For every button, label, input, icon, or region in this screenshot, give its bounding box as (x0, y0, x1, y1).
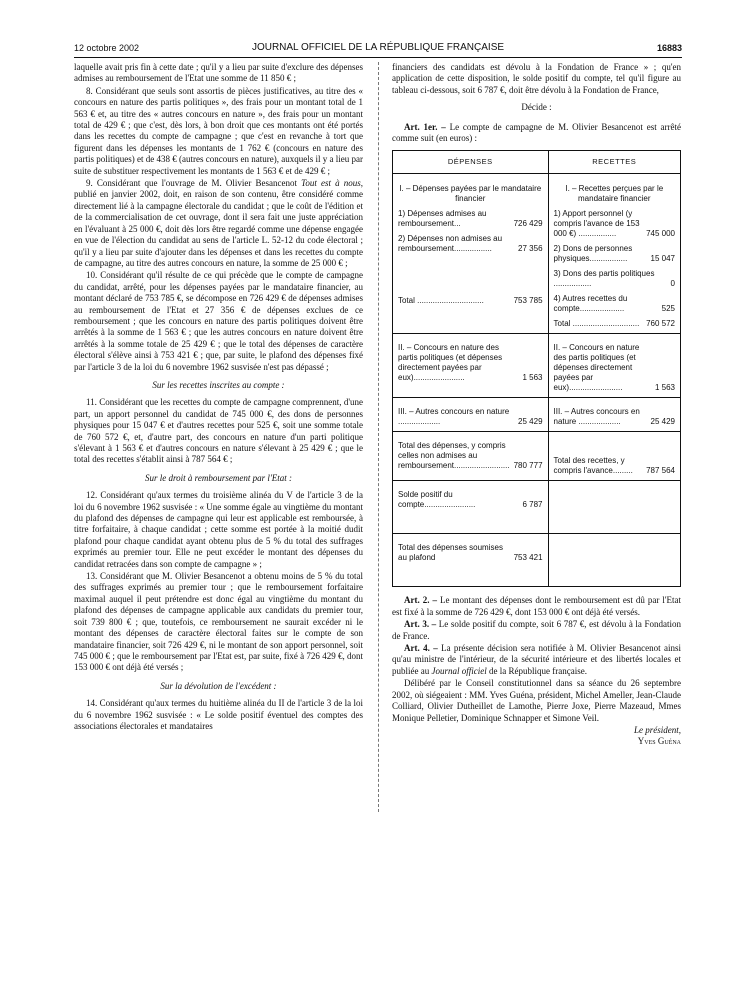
paragraph-7-end: laquelle avait pris fin à cette date ; qu'il y a lieu par suite d'exclure des dépenses admises au remboursement de l'Etat une somme de 11 850 € ; (74, 62, 363, 84)
empty-cell (548, 534, 680, 587)
depenses-section-2 (393, 334, 549, 398)
row-label: Solde positif du compte....................... (398, 490, 476, 510)
paragraph-12: 12. Considérant qu'aux termes du troisième alinéa du V de l'article 3 de la loi du 6 novembre 1962 susvisée : « Une somme égale au vingtième du montant du plafond des dépenses de campagne qui leur est applicable est remboursée, à titre forfaitaire, à chaque candidat ; cette somme est portée à la moitié dudit plafond pour chaque candidat ayant obtenu plus de 5 % du total des suffrages exprimés au premier tour. Elle ne peut excéder le montant des dépenses du candidat retracées dans son compte de campagne » ; (74, 490, 363, 569)
section-heading-recettes: Sur les recettes inscrites au compte : (152, 379, 285, 390)
article-1-text: Le compte de campagne de M. Olivier Besancenot est arrêté comme suit (en euros) : (392, 121, 682, 144)
depenses-section-1 (393, 174, 549, 334)
column-divider (378, 62, 379, 812)
article-1 (392, 122, 681, 145)
row-value: 760 572 (646, 319, 675, 329)
table-row (554, 343, 675, 393)
row-value: 6 787 (522, 500, 543, 510)
row-label: Total .............................. (398, 296, 484, 306)
left-column (74, 62, 363, 733)
row-value: 27 356 (518, 244, 543, 254)
row-value: 25 429 (650, 417, 675, 427)
row-value: 525 (661, 304, 675, 314)
row-value: 0 (670, 279, 675, 289)
row-value: 25 429 (518, 417, 543, 427)
row-value: 1 563 (522, 373, 543, 383)
row-value: 753 785 (513, 296, 543, 306)
table-row (398, 543, 543, 563)
empty-cell (548, 481, 680, 534)
row-value: 780 777 (513, 461, 543, 471)
depenses-category-1: I. – Dépenses payées par le mandataire financier (399, 184, 542, 204)
row-value: 745 000 (646, 229, 675, 239)
journal-officiel-italic: Journal officiel (431, 665, 487, 676)
article-4-label: Art. 4. – (404, 643, 438, 654)
row-value: 787 564 (646, 466, 675, 476)
paragraph-8: 8. Considérant que seuls sont assortis de pièces justificatives, au titre des « concours en nature des partis politiques », des frais pour un montant total de 1 563 € et, au titre des « autres concours en nature », des frais pour un montant total de 429 € ; que c'est, dès lors, à bon droit que ces montants ont été portés dans les recettes du compte de campagne ; que c'est en revanche à tort que figurent dans les dépenses les montants de 1 762 € (concours en nature des partis politiques) et de 438 € (autres concours en nature), auxquels il y a lieu par suite de substituer respectivement les montants de 1 563 € et de 429 € ; (74, 85, 363, 176)
table-row (398, 441, 543, 471)
signature-name: Yves Guéna (637, 736, 681, 747)
table-row (398, 343, 543, 383)
signature-block (392, 725, 681, 748)
row-value: 753 421 (513, 553, 543, 563)
table-row (398, 209, 543, 229)
article-3-label: Art. 3. – (404, 619, 437, 630)
table-row (554, 269, 675, 289)
paragraph-14-end: financiers des candidats est dévolu à la Fondation de France » ; qu'en application de cette disposition, le solde positif du compte, tel qu'il figure au tableau ci-dessous, soit 6 787 €, doit être dévolu à la Fondation de France, (392, 62, 681, 95)
row-label: 2) Dépenses non admises au remboursement................. (398, 234, 503, 254)
paragraph-14: 14. Considérant qu'aux termes du huitième alinéa du II de l'article 3 de la loi du 6 novembre 1962 susvisée : « Le solde positif éventuel des comptes des associations électorales et mandataires (74, 698, 363, 731)
table-row (554, 456, 675, 476)
table-row (554, 294, 675, 314)
article-2-label: Art. 2. – (404, 595, 437, 606)
depenses-header: DÉPENSES (393, 151, 549, 174)
solde-cell (393, 481, 549, 534)
section-heading-excedent: Sur la dévolution de l'excédent : (160, 680, 277, 691)
campaign-account-table (392, 150, 681, 587)
paragraph-9-start: 9. Considérant que l'ouvrage de M. Olivier Besancenot (86, 178, 302, 189)
row-label: 3) Dons des partis politiques ................. (553, 269, 655, 289)
header-title: JOURNAL OFFICIEL DE LA RÉPUBLIQUE FRANÇAISE (251, 42, 505, 53)
row-label: 1) Dépenses admises au remboursement... (398, 209, 487, 229)
header-rule (74, 57, 682, 58)
article-3 (392, 619, 681, 642)
row-label: II. – Concours en nature des partis politiques (et dépenses directement payées par eux)....................... (398, 343, 503, 383)
article-4-text-end: de la République française. (486, 665, 587, 676)
row-label: III. – Autres concours en nature ................... (553, 407, 640, 427)
row-label: 4) Autres recettes du compte.................... (553, 294, 628, 314)
recettes-total-all (548, 432, 680, 481)
row-value: 726 429 (513, 219, 543, 229)
table-row (398, 407, 543, 427)
recettes-header: RECETTES (548, 151, 680, 174)
depenses-section-3 (393, 398, 549, 432)
right-column (392, 62, 681, 748)
row-label: 2) Dons de personnes physiques................. (553, 244, 633, 264)
table-row (554, 319, 675, 329)
table-row (554, 407, 675, 427)
table-row (398, 296, 543, 306)
recettes-section-2 (548, 334, 680, 398)
row-label: Total des dépenses, y compris celles non admises au remboursement......................... (398, 441, 510, 471)
row-label: III. – Autres concours en nature ................... (398, 407, 510, 427)
row-label: 1) Apport personnel (y compris l'avance de 153 000 €) ................. (553, 209, 640, 239)
page-number: 16883 (656, 43, 682, 53)
section-heading-remboursement: Sur le droit à remboursement par l'Etat : (145, 472, 292, 483)
article-2 (392, 595, 681, 618)
table-row (398, 490, 543, 510)
recettes-section-1 (548, 174, 680, 334)
row-label: Total des dépenses soumises au plafond (398, 543, 503, 563)
article-2-text: Le montant des dépenses dont le remboursement est dû par l'Etat est fixé à la somme de 726 429 €, dont 153 000 € ont déjà été versés. (392, 595, 681, 617)
article-1-label: Art. 1er. – (404, 121, 446, 132)
article-3-text: Le solde positif du compte, soit 6 787 €, est dévolu à la Fondation de France. (392, 619, 681, 641)
header-date: 12 octobre 2002 (74, 43, 140, 53)
signature-role: Le président, (634, 724, 681, 735)
article-4 (392, 643, 681, 677)
depenses-total-all (393, 432, 549, 481)
plafond-cell (393, 534, 549, 587)
article-4-text: La présente décision sera notifiée à M. Olivier Besancenot ainsi qu'au ministre de l'intérieur, de la sécurité intérieure et des libertés locales et publiée au (392, 643, 681, 676)
paragraph-10: 10. Considérant qu'il résulte de ce qui précède que le compte de campagne du candidat, arrêté, pour les dépenses payées par le mandataire financier, au montant déclaré de 753 785 €, se décompose en 726 429 € de dépenses admises au remboursement de l'Etat et 27 356 € de dépenses exclues de ce remboursement ; que les concours en nature des partis politiques doivent être arrêtés à la somme de 1 563 € ; que les autres concours en nature doivent être arrêtés à la somme totale de 25 429 € ; que le total des dépenses de caractère électoral s'élève ainsi à 753 421 € ; que, par suite, le plafond des dépenses fixé par l'article 3 de la loi du 6 novembre 1962 susvisée n'est pas dépassé ; (74, 270, 363, 372)
page-header (74, 40, 682, 56)
paragraph-11: 11. Considérant que les recettes du compte de campagne comprennent, d'une part, un apport personnel du candidat de 745 000 €, des dons de personnes physiques pour 15 047 € et d'autres recettes pour 525 €, soit une somme totale de 760 572 €, et, d'autre part, des concours en nature d'un parti politique s'élevant à 1 563 € et d'autres concours en nature s'élevant à 25 429 € ; que le total des recettes s'établit ainsi à 787 564 € ; (74, 397, 363, 465)
row-label: Total des recettes, y compris l'avance......... (553, 456, 633, 476)
row-value: 15 047 (650, 254, 675, 264)
recettes-category-1: I. – Recettes perçues par le mandataire financier (565, 184, 664, 204)
paragraph-13: 13. Considérant que M. Olivier Besancenot a obtenu moins de 5 % du total des suffrages exprimés au premier tour ; que le remboursement forfaitaire maximal auquel il peut prétendre est donc égal au vingtième du montant du plafond des dépenses de campagne applicable aux candidats du premier tour, soit 739 800 € ; que, toutefois, ce remboursement ne saurait excéder ni le montant des dépenses de caractère électoral faites sur le compte de son mandataire financier, soit 726 429 €, ni le montant de son apport personnel, soit 745 000 € ; que le remboursement par l'Etat est, par suite, fixé à 726 429 €, dont 153 000 € ont déjà été versés ; (74, 571, 363, 673)
row-value: 1 563 (654, 383, 675, 393)
recettes-section-3 (548, 398, 680, 432)
table-row (554, 244, 675, 264)
table-row (398, 234, 543, 254)
deliberation: Délibéré par le Conseil constitutionnel dans sa séance du 26 septembre 2002, où siégeaient : MM. Yves Guéna, président, Michel Ameller, Jean-Claude Colliard, Olivier Dutheillet de Lamothe, Pierre Joxe, Pierre Mazeaud, Mmes Monique Pelletier, Dominique Schnapper et Simone Veil. (392, 678, 681, 723)
decide-heading: Décide : (521, 102, 552, 113)
table-row (554, 209, 675, 239)
row-label: II. – Concours en nature des partis politiques (et dépenses directement payées par eux)........................ (553, 343, 640, 393)
paragraph-9-rest: , publié en janvier 2002, doit, en raison de son contenu, être considéré comme directement lié à la campagne électorale du candidat ; que le coût de l'édition et de la commercialisation de cet ouvrage, dont il sera fait une juste appréciation en l'évaluant à 25 000 €, doit dès lors être regardé comme une dépense engagée en vue de l'élection du candidat au sens de l'article L. 52-12 du code électoral ; qu'il y a lieu par suite d'ajouter dans les dépenses et dans les recettes du compte de campagne, au titre des autres concours en nature, la somme de 25 000 € ; (74, 178, 363, 268)
row-label: Total .............................. (553, 319, 640, 329)
book-title: Tout est à nous (301, 178, 361, 189)
paragraph-9 (74, 178, 363, 269)
